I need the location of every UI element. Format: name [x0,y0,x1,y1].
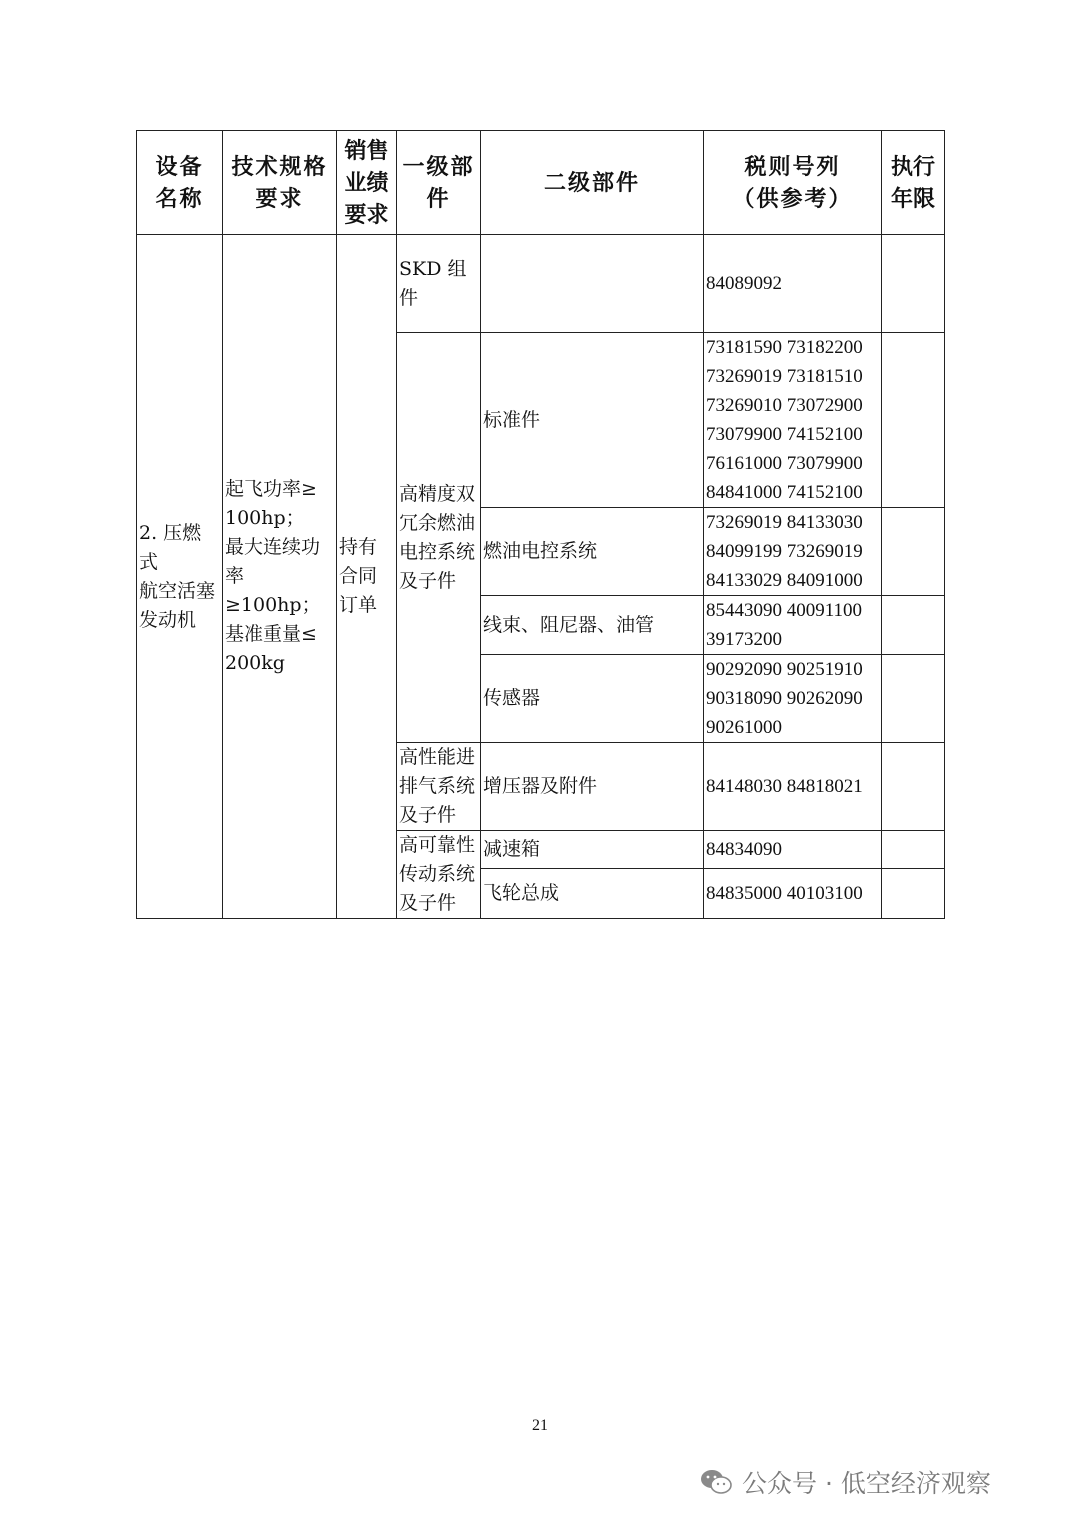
tariff-cell: 84834090 [704,831,882,869]
sales-cell: 持有 合同 订单 [337,235,397,919]
header-period: 执行 年限 [882,131,945,235]
period-cell [882,743,945,831]
level1-cell: 高性能进 排气系统 及子件 [397,743,481,831]
level1-cell: 高精度双 冗余燃油 电控系统 及子件 [397,333,481,743]
header-tariff: 税则号列 （供参考） [704,131,882,235]
header-row [137,131,945,235]
page-number: 21 [532,1417,548,1434]
level2-cell: 增压器及附件 [481,743,704,831]
level2-cell: 线束、阻尼器、油管 [481,596,704,655]
tariff-cell: 73269019 84133030 84099199 73269019 84133029 84091000 [704,508,882,596]
watermark-text: 公众号 · 低空经济观察 [742,1469,991,1498]
level2-cell: 标准件 [481,333,704,508]
period-cell [882,508,945,596]
header-level2: 二级部件 [481,131,704,235]
tariff-cell: 85443090 40091100 39173200 [704,596,882,655]
level2-cell: 传感器 [481,655,704,743]
level2-cell: 减速箱 [481,831,704,869]
watermark [700,1462,991,1502]
level2-cell [481,235,704,333]
tech-spec-cell: 起飞功率≥ 100hp； 最大连续功 率≥100hp； 基准重量≤ 200kg [223,235,337,919]
table-row [137,235,945,333]
equipment-parts-table [136,130,945,919]
period-cell [882,655,945,743]
level1-cell: 高可靠性 传动系统 及子件 [397,831,481,919]
period-cell [882,831,945,869]
header-tech-spec: 技术规格 要求 [223,131,337,235]
header-device-name: 设备 名称 [137,131,223,235]
level1-cell: SKD 组 件 [397,235,481,333]
wechat-icon [700,1469,732,1495]
tariff-cell: 84835000 40103100 [704,869,882,919]
tariff-cell: 84089092 [704,235,882,333]
period-cell [882,869,945,919]
period-cell [882,235,945,333]
level2-cell: 燃油电控系统 [481,508,704,596]
tariff-cell: 90292090 90251910 90318090 90262090 90261000 [704,655,882,743]
period-cell [882,333,945,508]
device-name-cell: 2. 压燃式 航空活塞 发动机 [137,235,223,919]
level2-cell: 飞轮总成 [481,869,704,919]
tariff-cell: 84148030 84818021 [704,743,882,831]
tariff-cell: 73181590 73182200 73269019 73181510 73269010 73072900 73079900 74152100 76161000 73079900 84841000 74152100 [704,333,882,508]
header-level1: 一级部 件 [397,131,481,235]
period-cell [882,596,945,655]
header-sales: 销售 业绩 要求 [337,131,397,235]
